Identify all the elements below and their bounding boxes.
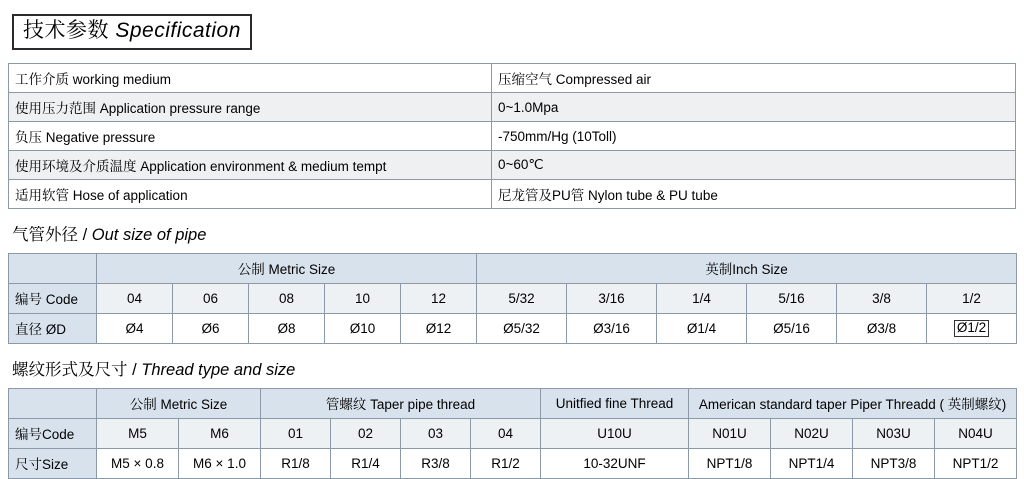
page-title xyxy=(12,14,252,50)
page-title-cn: 技术参数 xyxy=(23,19,116,42)
pipe-code-cell: 06 xyxy=(173,283,249,313)
thread-section-heading xyxy=(12,361,1016,381)
thread-size-label: 尺寸Size xyxy=(9,448,97,478)
thread-size-cell: M5 × 0.8 xyxy=(97,448,179,478)
spec-label: 负压 Negative pressure xyxy=(9,122,492,151)
thread-size-cell: NPT1/8 xyxy=(689,448,771,478)
spec-label: 使用压力范围 Application pressure range xyxy=(9,93,492,122)
thread-code-cell: 04 xyxy=(471,418,541,448)
thread-code-cell: N03U xyxy=(853,418,935,448)
table-row xyxy=(9,180,1016,209)
thread-code-cell: N01U xyxy=(689,418,771,448)
spec-value: 0~1.0Mpa xyxy=(492,93,1016,122)
thread-code-cell: 02 xyxy=(331,418,401,448)
table-row xyxy=(9,388,1017,418)
pipe-diameter-label: 直径 ØD xyxy=(9,313,97,343)
pipe-group-metric: 公制 Metric Size xyxy=(97,253,477,283)
thread-group-american: American standard taper Piper Threadd ( 英制螺纹) xyxy=(689,388,1017,418)
pipe-diameter-cell: Ø4 xyxy=(97,313,173,343)
pipe-code-cell: 10 xyxy=(325,283,401,313)
pipe-diameter-cell: Ø5/32 xyxy=(477,313,567,343)
table-row xyxy=(9,283,1017,313)
pipe-group-inch: 英制Inch Size xyxy=(477,253,1017,283)
pipe-heading-cn: 气管外径 / xyxy=(12,226,92,245)
pipe-code-cell: 3/16 xyxy=(567,283,657,313)
pipe-diameter-cell: Ø8 xyxy=(249,313,325,343)
pipe-code-cell: 1/2 xyxy=(927,283,1017,313)
pipe-diameter-cell: Ø1/4 xyxy=(657,313,747,343)
thread-size-cell: R3/8 xyxy=(401,448,471,478)
thread-group-corner xyxy=(9,388,97,418)
pipe-code-label: 编号 Code xyxy=(9,283,97,313)
pipe-size-table xyxy=(8,253,1017,344)
pipe-diameter-cell-highlighted xyxy=(927,313,1017,343)
pipe-code-cell: 5/32 xyxy=(477,283,567,313)
table-row xyxy=(9,313,1017,343)
table-row xyxy=(9,93,1016,122)
pipe-diameter-cell: Ø12 xyxy=(401,313,477,343)
pipe-code-cell: 12 xyxy=(401,283,477,313)
thread-size-cell: R1/4 xyxy=(331,448,401,478)
thread-code-cell: N02U xyxy=(771,418,853,448)
pipe-diameter-highlight-value: Ø1/2 xyxy=(954,320,989,337)
thread-size-cell: 10-32UNF xyxy=(541,448,689,478)
pipe-diameter-cell: Ø3/16 xyxy=(567,313,657,343)
pipe-group-corner xyxy=(9,253,97,283)
thread-code-cell: 03 xyxy=(401,418,471,448)
table-row xyxy=(9,151,1016,180)
pipe-code-cell: 3/8 xyxy=(837,283,927,313)
thread-group-metric: 公制 Metric Size xyxy=(97,388,261,418)
thread-group-unified: Unitfied fine Thread xyxy=(541,388,689,418)
thread-code-label: 编号Code xyxy=(9,418,97,448)
thread-size-cell: NPT3/8 xyxy=(853,448,935,478)
thread-size-cell: NPT1/2 xyxy=(935,448,1017,478)
spec-value: 压缩空气 Compressed air xyxy=(492,64,1016,93)
pipe-code-cell: 08 xyxy=(249,283,325,313)
table-row xyxy=(9,122,1016,151)
spec-value: 尼龙管及PU管 Nylon tube & PU tube xyxy=(492,180,1016,209)
pipe-diameter-cell: Ø6 xyxy=(173,313,249,343)
pipe-diameter-cell: Ø3/8 xyxy=(837,313,927,343)
pipe-code-cell: 5/16 xyxy=(747,283,837,313)
pipe-code-cell: 1/4 xyxy=(657,283,747,313)
thread-code-cell: U10U xyxy=(541,418,689,448)
thread-heading-en: Thread type and size xyxy=(141,360,296,379)
page-title-en: Specification xyxy=(115,19,241,42)
pipe-heading-en: Out size of pipe xyxy=(91,226,207,245)
spec-label: 适用软管 Hose of application xyxy=(9,180,492,209)
thread-code-cell: M5 xyxy=(97,418,179,448)
thread-code-cell: N04U xyxy=(935,418,1017,448)
pipe-section-heading xyxy=(12,226,1016,246)
pipe-diameter-cell: Ø10 xyxy=(325,313,401,343)
thread-size-cell: R1/2 xyxy=(471,448,541,478)
table-row xyxy=(9,64,1016,93)
thread-code-cell: 01 xyxy=(261,418,331,448)
thread-size-cell: M6 × 1.0 xyxy=(179,448,261,478)
spec-value: -750mm/Hg (10Toll) xyxy=(492,122,1016,151)
pipe-diameter-cell: Ø5/16 xyxy=(747,313,837,343)
thread-heading-cn: 螺纹形式及尺寸 / xyxy=(12,360,142,379)
thread-size-cell: R1/8 xyxy=(261,448,331,478)
table-row xyxy=(9,418,1017,448)
spec-label: 工作介质 working medium xyxy=(9,64,492,93)
thread-group-taper: 管螺纹 Taper pipe thread xyxy=(261,388,541,418)
thread-code-cell: M6 xyxy=(179,418,261,448)
thread-size-cell: NPT1/4 xyxy=(771,448,853,478)
table-row xyxy=(9,253,1017,283)
table-row xyxy=(9,448,1017,478)
specification-table xyxy=(8,63,1016,209)
spec-label: 使用环境及介质温度 Application environment & medium tempt xyxy=(9,151,492,180)
pipe-code-cell: 04 xyxy=(97,283,173,313)
thread-size-table xyxy=(8,388,1017,479)
spec-value: 0~60℃ xyxy=(492,151,1016,180)
